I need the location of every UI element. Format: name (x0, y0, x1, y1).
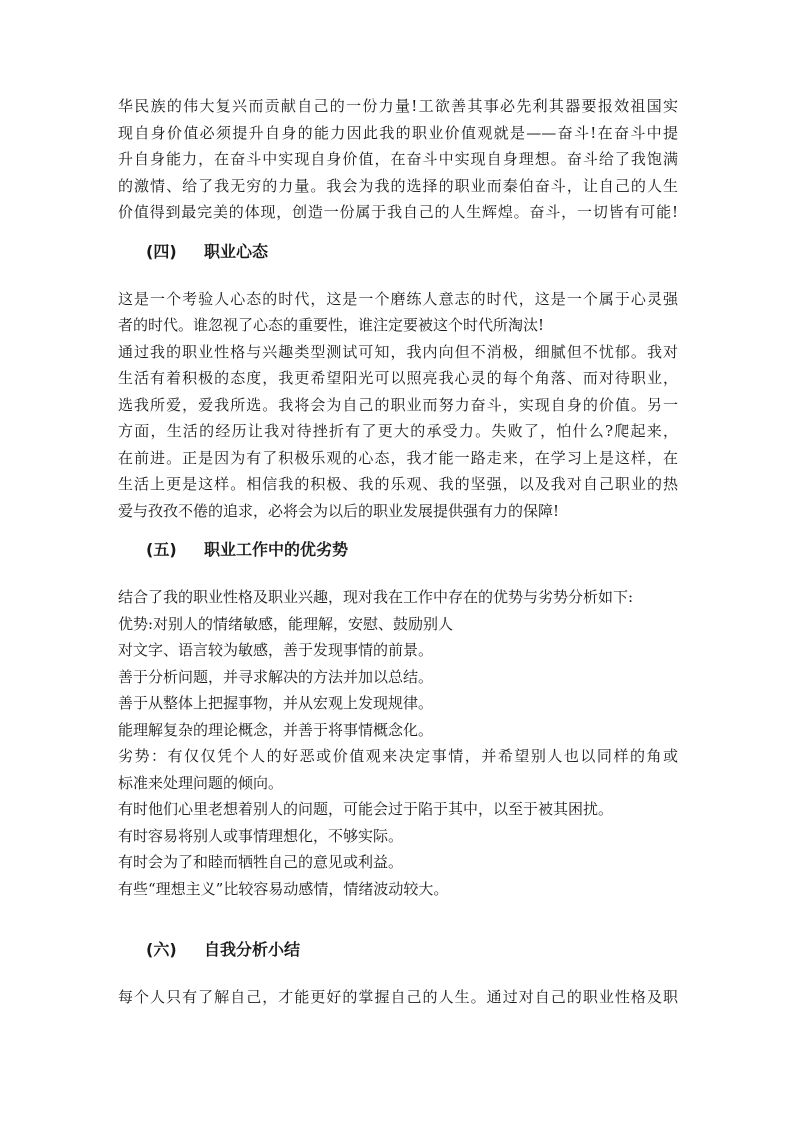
section-title: 自我分析小结 (204, 940, 301, 959)
text-line: 在前进。正是因为有了积极乐观的心态，我才能一路走来，在学习上是这样，在 (118, 448, 678, 467)
section-heading-4 (118, 226, 678, 278)
text-line: 有时他们心里老想着别人的问题，可能会过于陷于其中，以至于被其困扰。 (118, 800, 614, 818)
section-number: (六) (146, 940, 177, 959)
text-line: 价值得到最完美的体现，创造一份属于我自己的人生辉煌。奋斗，一切皆有可能! (118, 203, 678, 221)
text-line: 者的时代。谁忽视了心态的重要性，谁注定要被这个时代所淘汰! (118, 316, 545, 334)
text-line: 华民族的伟大复兴而贡献自己的一份力量!工欲善其事必先利其器要报效祖国实 (118, 97, 678, 115)
text-line: 有时会为了和睦而牺牲自己的意见或利益。 (118, 853, 404, 871)
section-number: (五) (146, 540, 177, 559)
text-line: 标准来处理问题的倾向。 (118, 773, 284, 792)
text-line: 方面，生活的经历让我对待挫折有了更大的承受力。失败了，怕什么?爬起来， (118, 422, 678, 440)
text-line: 能理解复杂的理论概念，并善于将事情概念化。 (118, 720, 434, 739)
section-title: 职业工作中的优劣势 (204, 540, 349, 559)
document-page (118, 93, 678, 1011)
text-line: 的激情、给了我无穷的力量。我会为我的选择的职业而秦伯奋斗，让自己的人生 (118, 176, 678, 195)
text-line: 选我所爱，爱我所选。我将会为自己的职业而努力奋斗，实现自身的价值。另一 (118, 395, 678, 414)
text-line: 善于分析问题，并寻求解决的方法并加以总结。 (118, 667, 434, 686)
intro-paragraph (118, 93, 678, 226)
text-line: 现自身价值必须提升自身的能力因此我的职业价值观就是——奋斗!在奋斗中提 (118, 123, 678, 142)
section-6-body (118, 984, 678, 1011)
text-line: 有时容易将别人或事情理想化，不够实际。 (118, 826, 404, 845)
section-heading-6 (118, 924, 678, 976)
section-4-body (118, 286, 678, 525)
text-line: 通过我的职业性格与兴趣类型测试可知，我内向但不消极，细腻但不忧郁。我对 (118, 342, 678, 361)
text-line: 升自身能力，在奋斗中实现自身价值，在奋斗中实现自身理想。奋斗给了我饱满 (118, 150, 678, 168)
text-line: 有些“理想主义”比较容易动感情，情绪波动较大。 (118, 879, 449, 898)
section-heading-5 (118, 524, 678, 576)
section-5-body (118, 584, 678, 902)
text-line: 劣势：有仅仅凭个人的好恶或价值观来决定事情，并希望别人也以同样的角或 (118, 747, 678, 765)
section-number: (四) (146, 241, 177, 261)
section-title: 职业心态 (204, 241, 269, 261)
text-line: 这是一个考验人心态的时代，这是一个磨练人意志的时代，这是一个属于心灵强 (118, 289, 678, 308)
text-line: 爱与孜孜不倦的追求，必将会为以后的职业发展提供强有力的保障! (118, 501, 560, 520)
text-line: 善于从整体上把握事物，并从宏观上发现规律。 (118, 694, 434, 712)
text-line: 对文字、语言较为敏感，善于发现事情的前景。 (118, 641, 434, 659)
text-line: 生活有着积极的态度，我更希望阳光可以照亮我心灵的每个角落、而对待职业， (118, 369, 678, 387)
text-line: 结合了我的职业性格及职业兴趣，现对我在工作中存在的优势与劣势分析如下: (118, 588, 634, 606)
text-line: 优势:对别人的情绪敏感，能理解，安慰、鼓励别人 (118, 614, 454, 633)
text-line: 每个人只有了解自己，才能更好的掌握自己的人生。通过对自己的职业性格及职 (118, 988, 678, 1006)
text-line: 生活上更是这样。相信我的积极、我的乐观、我的坚强，以及我对自己职业的热 (118, 475, 678, 493)
